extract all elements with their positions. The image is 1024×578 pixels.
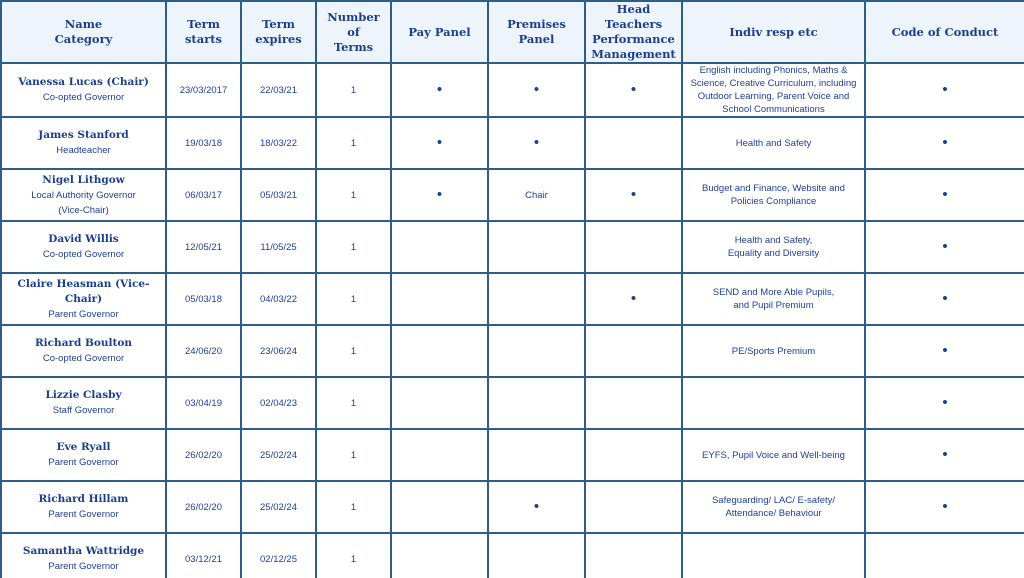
code-of-conduct-cell [865, 117, 1024, 169]
htpm-cell [585, 429, 682, 481]
governor-name: Richard Boulton [34, 337, 133, 349]
code-of-conduct-value: • [942, 497, 948, 515]
header-row [1, 1, 1024, 63]
number-of-terms-cell: 1 [316, 325, 391, 377]
premises-panel-cell [488, 377, 585, 429]
premises-panel-value: • [533, 497, 540, 515]
premises-panel-cell [488, 63, 585, 117]
col-header-htpm-line1: Head Teachers [604, 2, 663, 31]
code-of-conduct-cell [865, 429, 1024, 481]
indiv-resp-cell [682, 429, 865, 481]
pay-panel-cell [391, 117, 488, 169]
number-of-terms-cell: 1 [316, 169, 391, 221]
col-header-name: Name [64, 17, 103, 31]
pay-panel-cell [391, 533, 488, 578]
governor-category: Parent Governor [48, 509, 119, 520]
term-expires-cell: 25/02/24 [241, 481, 316, 533]
indiv-resp-line: Outdoor Learning, Parent Voice and [697, 91, 850, 102]
pay-panel-cell [391, 325, 488, 377]
number-of-terms-cell: 1 [316, 481, 391, 533]
indiv-resp-line: EYFS, Pupil Voice and Well-being [702, 449, 845, 461]
indiv-resp-line: PE/Sports Premium [731, 345, 816, 357]
term-starts-cell: 03/12/21 [166, 533, 241, 578]
number-of-terms-cell: 1 [316, 377, 391, 429]
governor-name: Lizzie Clasby [45, 389, 122, 401]
premises-panel-cell [488, 221, 585, 273]
col-header-term-expires: Term expires [241, 1, 316, 63]
col-header-term-starts-line1: Term [187, 17, 220, 31]
code-of-conduct-value: • [942, 80, 948, 98]
table-row [1, 533, 1024, 578]
governor-name: Eve Ryall [56, 441, 111, 453]
premises-panel-cell [488, 481, 585, 533]
term-starts-cell: 03/04/19 [166, 377, 241, 429]
term-expires-cell: 22/03/21 [241, 63, 316, 117]
code-of-conduct-cell [865, 169, 1024, 221]
htpm-cell [585, 273, 682, 325]
htpm-value: • [630, 185, 637, 203]
term-starts-cell: 05/03/18 [166, 273, 241, 325]
indiv-resp-line: and Pupil Premium [733, 300, 814, 311]
term-expires-cell: 18/03/22 [241, 117, 316, 169]
code-of-conduct-value: • [942, 133, 948, 151]
indiv-resp-line: Science, Creative Curriculum, including [690, 78, 857, 89]
term-starts-cell: 24/06/20 [166, 325, 241, 377]
governor-category: Co-opted Governor [42, 249, 125, 260]
indiv-resp-cell [682, 63, 865, 117]
governor-category: Local Authority Governor [31, 189, 136, 201]
col-header-htpm-line2: Performance [592, 32, 675, 46]
name-category-cell [1, 377, 166, 429]
governor-category: Parent Governor [48, 308, 119, 320]
pay-panel-cell [391, 377, 488, 429]
indiv-resp-line: SEND and More Able Pupils, [712, 287, 835, 298]
governor-category: Staff Governor [52, 405, 115, 416]
indiv-resp-cell [682, 169, 865, 221]
col-header-pay-panel: Pay Panel [391, 1, 488, 63]
number-of-terms-cell: 1 [316, 221, 391, 273]
htpm-cell [585, 221, 682, 273]
number-of-terms-cell: 1 [316, 117, 391, 169]
number-of-terms-cell: 1 [316, 273, 391, 325]
code-of-conduct-value: • [942, 393, 948, 411]
governor-name: Richard Hillam [38, 493, 129, 505]
htpm-value: • [630, 80, 637, 98]
table-row [1, 221, 1024, 273]
pay-panel-cell [391, 429, 488, 481]
indiv-resp-cell [682, 533, 865, 578]
premises-panel-cell [488, 325, 585, 377]
table-row [1, 481, 1024, 533]
htpm-cell [585, 63, 682, 117]
indiv-resp-line: Policies Compliance [730, 196, 817, 207]
governor-category: Parent Governor [48, 561, 119, 572]
col-header-name-category [1, 1, 166, 63]
governor-category-role: (Vice-Chair) [58, 204, 109, 216]
code-of-conduct-cell [865, 63, 1024, 117]
name-category-cell [1, 533, 166, 578]
col-header-indiv-resp: Indiv resp etc [682, 1, 865, 63]
pay-panel-cell [391, 63, 488, 117]
premises-panel-cell [488, 429, 585, 481]
premises-panel-cell [488, 169, 585, 221]
code-of-conduct-value: • [942, 185, 948, 203]
name-category-cell [1, 117, 166, 169]
pay-panel-cell [391, 221, 488, 273]
col-header-number-of-terms-line1: Number of [327, 9, 380, 39]
pay-panel-value: • [436, 185, 443, 203]
col-header-premises-panel: Premises Panel [488, 1, 585, 63]
indiv-resp-line: Attendance/ Behaviour [725, 508, 822, 519]
col-header-term-starts-line2: starts [184, 32, 223, 46]
table-row [1, 325, 1024, 377]
code-of-conduct-value: • [942, 445, 948, 463]
indiv-resp-line: Equality and Diversity [727, 248, 820, 259]
name-category-cell [1, 273, 166, 325]
indiv-resp-line: Safeguarding/ LAC/ E-safety/ [711, 495, 836, 506]
name-category-cell [1, 481, 166, 533]
htpm-cell [585, 481, 682, 533]
indiv-resp-cell [682, 273, 865, 325]
term-starts-cell: 06/03/17 [166, 169, 241, 221]
term-starts-cell: 23/03/2017 [166, 63, 241, 117]
code-of-conduct-value: • [942, 289, 948, 307]
number-of-terms-cell: 1 [316, 429, 391, 481]
premises-panel-cell [488, 273, 585, 325]
table-body [1, 63, 1024, 578]
col-header-code-of-conduct: Code of Conduct [865, 1, 1024, 63]
indiv-resp-cell [682, 117, 865, 169]
indiv-resp-cell [682, 221, 865, 273]
table-row [1, 63, 1024, 117]
pay-panel-cell [391, 481, 488, 533]
pay-panel-cell [391, 169, 488, 221]
col-header-number-of-terms [316, 1, 391, 63]
pay-panel-cell [391, 273, 488, 325]
premises-panel-value: • [533, 80, 540, 98]
code-of-conduct-value: • [942, 237, 948, 255]
governor-category: Co-opted Governor [42, 92, 125, 103]
indiv-resp-cell [682, 325, 865, 377]
htpm-cell [585, 169, 682, 221]
indiv-resp-line: Health and Safety [735, 137, 812, 149]
name-category-cell [1, 429, 166, 481]
indiv-resp-line: School Communications [722, 104, 825, 115]
code-of-conduct-cell [865, 377, 1024, 429]
term-expires-cell: 04/03/22 [241, 273, 316, 325]
table-row [1, 429, 1024, 481]
governor-category: Headteacher [56, 145, 111, 156]
term-expires-cell: 23/06/24 [241, 325, 316, 377]
term-expires-cell: 02/04/23 [241, 377, 316, 429]
term-starts-cell: 12/05/21 [166, 221, 241, 273]
htpm-cell [585, 533, 682, 578]
governor-name: Claire Heasman (Vice-Chair) [17, 277, 150, 305]
term-starts-cell: 26/02/20 [166, 429, 241, 481]
table-row [1, 273, 1024, 325]
premises-panel-value: • [533, 133, 540, 151]
col-header-htpm-line3: Management [591, 47, 676, 61]
name-category-cell [1, 169, 166, 221]
pay-panel-value: • [436, 80, 443, 98]
htpm-value: • [630, 289, 637, 307]
governor-category: Co-opted Governor [42, 353, 125, 364]
col-header-term-starts [166, 1, 241, 63]
indiv-resp-line: Budget and Finance, Website and [702, 183, 845, 194]
term-expires-cell: 05/03/21 [241, 169, 316, 221]
table-row [1, 117, 1024, 169]
premises-panel-value: Chair [525, 189, 548, 201]
number-of-terms-cell: 1 [316, 63, 391, 117]
term-starts-cell: 19/03/18 [166, 117, 241, 169]
name-category-cell [1, 325, 166, 377]
governor-name: Nigel Lithgow [42, 173, 125, 186]
governor-name: Vanessa Lucas (Chair) [18, 76, 149, 88]
table-row [1, 377, 1024, 429]
indiv-resp-line: English including Phonics, Maths & [699, 65, 848, 76]
htpm-cell [585, 377, 682, 429]
governor-name: David Willis [48, 233, 119, 245]
htpm-cell [585, 325, 682, 377]
name-category-cell [1, 221, 166, 273]
term-starts-cell: 26/02/20 [166, 481, 241, 533]
governor-name: James Stanford [38, 129, 129, 141]
code-of-conduct-cell [865, 325, 1024, 377]
indiv-resp-cell [682, 377, 865, 429]
code-of-conduct-cell [865, 221, 1024, 273]
number-of-terms-cell: 1 [316, 533, 391, 578]
term-expires-cell: 02/12/25 [241, 533, 316, 578]
pay-panel-value: • [436, 133, 443, 151]
term-expires-cell: 11/05/25 [241, 221, 316, 273]
indiv-resp-cell [682, 481, 865, 533]
code-of-conduct-value: • [942, 341, 948, 359]
col-header-category: Category [54, 32, 113, 46]
name-category-cell [1, 63, 166, 117]
premises-panel-cell [488, 117, 585, 169]
col-header-htpm [585, 1, 682, 63]
code-of-conduct-cell [865, 481, 1024, 533]
governor-name: Samantha Wattridge [22, 545, 145, 557]
table-row [1, 169, 1024, 221]
code-of-conduct-cell [865, 533, 1024, 578]
indiv-resp-line: Health and Safety, [734, 235, 813, 246]
governor-category: Parent Governor [48, 457, 119, 468]
code-of-conduct-cell [865, 273, 1024, 325]
col-header-number-of-terms-line2: Terms [333, 39, 374, 54]
premises-panel-cell [488, 533, 585, 578]
term-expires-cell: 25/02/24 [241, 429, 316, 481]
htpm-cell [585, 117, 682, 169]
